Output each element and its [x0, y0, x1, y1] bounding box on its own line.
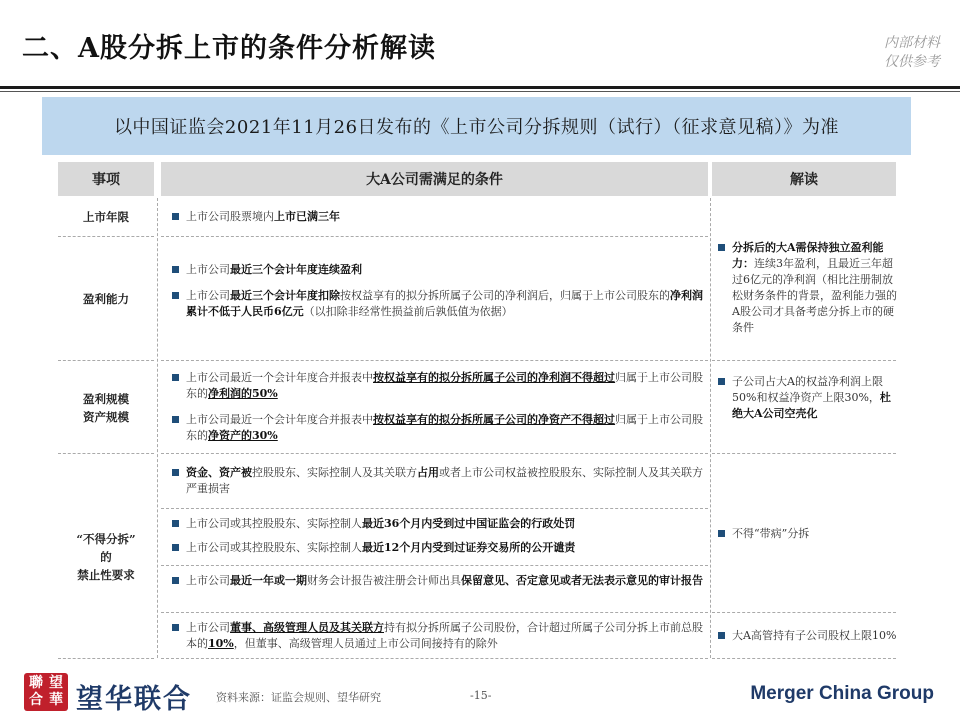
row-item-scale-line2: 资产规模 [83, 409, 129, 424]
page-title: 二、A股分拆上市的条件分析解读 [22, 33, 436, 64]
bullet-square-icon [172, 292, 179, 299]
row-divider [58, 453, 154, 454]
row-divider [161, 236, 708, 237]
header-conditions: 大A公司需满足的条件 [161, 162, 708, 196]
logo-char: 聯 [29, 675, 43, 691]
note-scale: 子公司占大A的权益净利润上限50%和权益净资产上限30%，杜绝大A公司空壳化 [718, 374, 900, 422]
table-bottom [712, 658, 896, 659]
row-divider [161, 508, 708, 509]
row-item-prohibited-line1: “不得分拆” [76, 531, 136, 546]
row-divider [161, 360, 708, 361]
logo-char: 望 [49, 675, 63, 691]
source-banner: 以中国证监会2021年11月26日发布的《上市公司分拆规则（试行）（征求意见稿）》为准 [42, 97, 911, 155]
title-rule-thin [0, 91, 960, 92]
bullet-square-icon [718, 632, 725, 639]
condition-prohibited-2: 上市公司或其控股股东、实际控制人最近36个月内受到过中国证监会的行政处罚 [172, 516, 706, 532]
header-item: 事项 [58, 162, 154, 196]
logo-char: 合 [29, 692, 43, 708]
watermark-line1: 内部材料 [884, 35, 940, 51]
row-item-scale [58, 362, 154, 453]
bullet-square-icon [172, 416, 179, 423]
column-divider-1 [157, 198, 158, 658]
bullet-square-icon [718, 530, 725, 537]
row-item-profit: 盈利能力 [83, 292, 129, 306]
watermark [820, 34, 940, 72]
bullet-square-icon [172, 577, 179, 584]
note-prohibited-1: 不得“带病”分拆 [718, 526, 900, 542]
condition-profit-2: 上市公司最近三个会计年度扣除按权益享有的拟分拆所属子公司的净利润后，归属于上市公司股东的净利润累计不低于人民币6亿元（以扣除非经常性损益前后孰低值为依据） [172, 288, 706, 320]
bullet-square-icon [172, 624, 179, 631]
company-logo [24, 673, 68, 711]
row-item-prohibited-line2: 的 [100, 549, 112, 564]
condition-scale-1: 上市公司最近一个会计年度合并报表中按权益享有的拟分拆所属子公司的净利润不得超过归属于上市公司股东的净利润的50% [172, 370, 706, 402]
condition-prohibited-1: 资金、资产被控股股东、实际控制人及其关联方占用或者上市公司权益被控股股东、实际控制人及其关联方严重损害 [172, 465, 706, 497]
row-divider [58, 236, 154, 237]
logo-char: 華 [49, 692, 63, 708]
bullet-square-icon [172, 544, 179, 551]
bullet-square-icon [172, 213, 179, 220]
condition-profit-1: 上市公司最近三个会计年度连续盈利 [172, 262, 706, 278]
condition-prohibited-5: 上市公司董事、高级管理人员及其关联方持有拟分拆所属子公司股份，合计超过所属子公司分拆上市前总股本的10%，但董事、高级管理人员通过上市公司间接持有的除外 [172, 620, 706, 652]
table-bottom [58, 658, 154, 659]
note-profit: 分拆后的大A需保持独立盈利能力：连续3年盈利，且最近三年超过6亿元的净利润（相比注册制放松财务条件的背景，盈利能力强的A股公司才具备考虑分拆上市的硬条件 [718, 240, 900, 336]
row-divider [712, 612, 896, 613]
row-divider [161, 453, 708, 454]
note-prohibited-2: 大A高管持有子公司股权上限10% [718, 628, 900, 644]
row-item-prohibited [58, 455, 154, 658]
bullet-square-icon [718, 378, 725, 385]
condition-prohibited-3: 上市公司或其控股股东、实际控制人最近12个月内受到过证券交易所的公开谴责 [172, 540, 706, 556]
brand-name-cn: 望华联合 [76, 684, 192, 715]
header-interpretation: 解读 [712, 162, 896, 196]
condition-listing-years: 上市公司股票境内上市已满三年 [172, 209, 706, 225]
condition-prohibited-4: 上市公司最近一年或一期财务会计报告被注册会计师出具保留意见、否定意见或者无法表示意见的审计报告 [172, 573, 706, 589]
row-divider [58, 360, 154, 361]
watermark-line2: 仅供参考 [884, 54, 940, 70]
page-number: -15- [470, 689, 492, 702]
bullet-square-icon [172, 374, 179, 381]
row-item-listing-years: 上市年限 [83, 210, 129, 224]
row-item-prohibited-line3: 禁止性要求 [77, 567, 135, 582]
title-rule-thick [0, 86, 960, 89]
row-divider [712, 360, 896, 361]
condition-scale-2: 上市公司最近一个会计年度合并报表中按权益享有的拟分拆所属子公司的净资产不得超过归属于上市公司股东的净资产的30% [172, 412, 706, 444]
column-divider-2 [710, 198, 711, 658]
bullet-square-icon [172, 266, 179, 273]
source-note: 资料来源：证监会规则、望华研究 [216, 691, 381, 704]
row-item-scale-line1: 盈利规模 [83, 391, 129, 406]
table-bottom [161, 658, 708, 659]
row-divider [161, 565, 708, 566]
brand-name-en: Merger China Group [750, 683, 934, 704]
bullet-square-icon [172, 469, 179, 476]
bullet-square-icon [172, 520, 179, 527]
row-divider [161, 612, 708, 613]
bullet-square-icon [718, 244, 725, 251]
row-divider [712, 453, 896, 454]
